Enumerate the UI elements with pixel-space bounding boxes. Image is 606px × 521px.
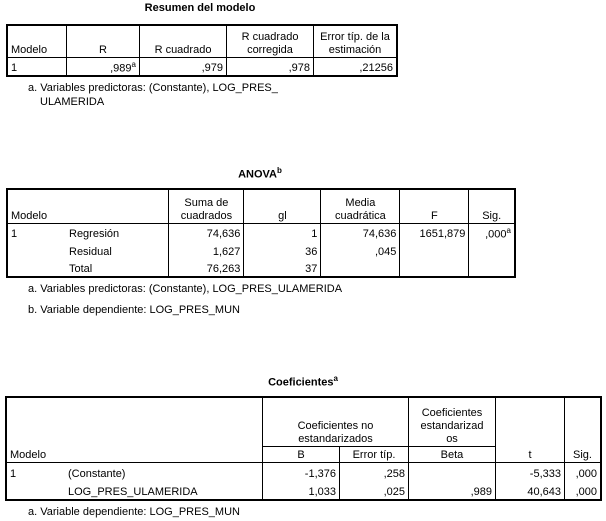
header-se-line1: Error típ. de la bbox=[320, 30, 390, 43]
header-standardized bbox=[409, 397, 496, 446]
cell-mean-square: ,045 bbox=[321, 241, 400, 259]
header-ms-line2: cuadrática bbox=[335, 209, 386, 222]
cell-mean-square: 74,636 bbox=[321, 223, 400, 241]
header-std-line1: Coeficientes bbox=[421, 406, 483, 419]
coefficients-title: Coeficientes$^a$ bbox=[268, 374, 338, 389]
header-r2adj-line2: corregida bbox=[247, 43, 293, 56]
header-r-squared-adjusted bbox=[227, 25, 314, 57]
coefficients-table bbox=[5, 396, 602, 501]
cell-t: 40,643 bbox=[496, 481, 565, 500]
table-row bbox=[7, 223, 515, 241]
cell-f bbox=[400, 259, 469, 277]
header-ms-line1: Media bbox=[345, 196, 376, 209]
cell-df: 1 bbox=[244, 223, 321, 241]
table-row bbox=[7, 241, 515, 259]
header-std-error: Error típ. bbox=[340, 446, 409, 462]
coefficients-header-row-1 bbox=[6, 397, 601, 446]
model-summary-title: Resumen del modelo bbox=[144, 2, 256, 14]
cell-df: 37 bbox=[244, 259, 321, 277]
cell-std-error: ,21256 bbox=[314, 57, 398, 76]
cell-sum-squares: 74,636 bbox=[169, 223, 244, 241]
header-sum-squares bbox=[169, 189, 244, 223]
cell-model bbox=[7, 259, 66, 277]
cell-r: ,989$^a$ bbox=[67, 57, 140, 76]
cell-b: -1,376 bbox=[263, 462, 340, 481]
cell-sum-squares: 76,263 bbox=[169, 259, 244, 277]
cell-label: Total bbox=[69, 263, 93, 276]
header-r2adj-line1: R cuadrado bbox=[241, 30, 299, 43]
cell-std-error: ,025 bbox=[340, 481, 409, 500]
header-ss-line2: cuadrados bbox=[180, 209, 233, 222]
coefficients-footnote: a. Variable dependiente: LOG_PRES_MUN bbox=[28, 506, 240, 518]
cell-f: 1651,879 bbox=[400, 223, 469, 241]
cell-model bbox=[6, 481, 65, 500]
header-unstandardized bbox=[263, 397, 409, 446]
cell-model: 1 bbox=[6, 462, 65, 481]
header-model: Modelo bbox=[11, 209, 48, 222]
cell-beta: ,989 bbox=[409, 481, 496, 500]
header-std-error bbox=[314, 25, 398, 57]
header-model: Modelo bbox=[10, 448, 47, 461]
cell-f bbox=[400, 241, 469, 259]
header-model: Modelo bbox=[11, 43, 48, 56]
footnote-line1: a. Variables predictoras: (Constante), LOG_PRES_ bbox=[28, 82, 278, 94]
footnote-line2: ULAMERIDA bbox=[40, 96, 105, 108]
anova-header-row bbox=[7, 189, 515, 223]
cell-label: (Constante) bbox=[65, 462, 263, 481]
model-summary-header-row bbox=[7, 25, 397, 57]
cell-beta bbox=[409, 462, 496, 481]
cell-t: -5,333 bbox=[496, 462, 565, 481]
header-std-line2: estandarizad bbox=[420, 419, 484, 432]
header-r-squared: R cuadrado bbox=[140, 25, 227, 57]
cell-model: 1 bbox=[7, 57, 67, 76]
cell-label: Residual bbox=[69, 246, 112, 259]
header-beta: Beta bbox=[409, 446, 496, 462]
anova-footnote-a: a. Variables predictoras: (Constante), LOG_PRES_ULAMERIDA bbox=[28, 283, 343, 295]
header-ss-line1: Suma de bbox=[184, 196, 229, 209]
cell-std-error: ,258 bbox=[340, 462, 409, 481]
cell-sum-squares: 1,627 bbox=[169, 241, 244, 259]
header-t: t bbox=[496, 397, 565, 462]
cell-sig: ,000 bbox=[565, 462, 602, 481]
table-row bbox=[7, 259, 515, 277]
header-sig: Sig. bbox=[565, 397, 602, 462]
header-std-line3: os bbox=[446, 432, 458, 445]
cell-df: 36 bbox=[244, 241, 321, 259]
model-summary-table bbox=[6, 24, 398, 77]
table-row bbox=[7, 57, 397, 76]
header-unstd-line2: estandarizados bbox=[298, 432, 373, 445]
header-sig: Sig. bbox=[469, 189, 515, 223]
cell-label: LOG_PRES_ULAMERIDA bbox=[68, 486, 198, 498]
cell-model: 1 bbox=[7, 223, 66, 241]
table-row bbox=[6, 481, 601, 500]
cell-sig bbox=[469, 259, 515, 277]
anova-footnote-b: b. Variable dependiente: LOG_PRES_MUN bbox=[28, 304, 240, 316]
anova-title: ANOVA$^b$ bbox=[238, 166, 282, 181]
cell-r-squared-adjusted: ,978 bbox=[227, 57, 314, 76]
cell-label: Regresión bbox=[66, 223, 169, 241]
header-mean-square bbox=[321, 189, 400, 223]
cell-sig: ,000$^a$ bbox=[469, 223, 515, 241]
table-row bbox=[6, 462, 601, 481]
header-df: gl bbox=[244, 189, 321, 223]
anova-table bbox=[6, 188, 516, 278]
header-r: R bbox=[67, 25, 140, 57]
cell-r-squared: ,979 bbox=[140, 57, 227, 76]
cell-mean-square bbox=[321, 259, 400, 277]
cell-model bbox=[7, 241, 66, 259]
header-se-line2: estimación bbox=[328, 43, 382, 56]
cell-b: 1,033 bbox=[263, 481, 340, 500]
header-f: F bbox=[400, 189, 469, 223]
header-b: B bbox=[263, 446, 340, 462]
model-summary-footnote bbox=[28, 81, 278, 109]
header-unstd-line1: Coeficientes no bbox=[297, 419, 374, 432]
cell-sig bbox=[469, 241, 515, 259]
cell-sig: ,000 bbox=[565, 481, 602, 500]
